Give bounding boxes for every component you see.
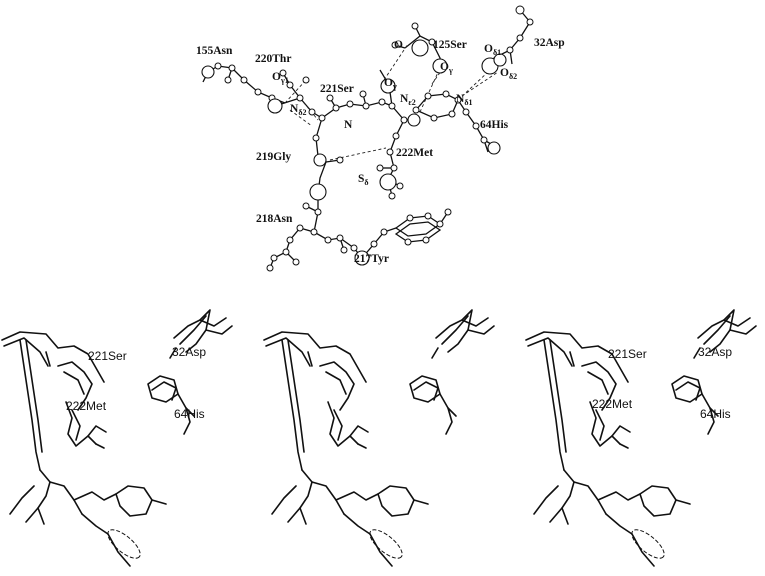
label-217tyr: 217Tyr	[354, 253, 389, 265]
atom-label-n-delta2: $N_{\delta 2}$	[290, 103, 307, 117]
label-222met: 222Met	[396, 147, 434, 159]
stereo-label-32asp: 32Asp	[172, 345, 207, 359]
label-155asn: 155Asn	[196, 45, 233, 57]
stereo-label-222met-right: 222Met	[592, 397, 633, 411]
stereo-label-222met: 222Met	[66, 399, 107, 413]
atom-label-o-gamma-125: $O_\gamma$	[440, 61, 453, 75]
stereo-panel-middle	[264, 310, 494, 566]
atom-label-s-delta: $S_\delta$	[358, 173, 369, 187]
label-219gly: 219Gly	[256, 151, 292, 163]
atom-label-n: N	[344, 119, 353, 131]
atom-label-o-gamma1: $O_{\gamma 1}$	[272, 71, 289, 85]
label-221ser: 221Ser	[320, 83, 354, 95]
stereo-label-221ser-right: 221Ser	[608, 347, 647, 361]
label-32asp: 32Asp	[534, 37, 565, 49]
stereo-label-32asp-right: 32Asp	[698, 345, 733, 359]
atom-label-o-gamma-221: $O_\gamma$	[384, 77, 397, 91]
stereo-label-64his-right: 64His	[700, 407, 731, 421]
atom-label-o-delta1: $O_{\delta 1}$	[484, 43, 502, 57]
atom-label-o: O	[394, 39, 403, 51]
ball-and-stick-diagram	[196, 6, 565, 271]
label-125ser: 125Ser	[433, 39, 467, 51]
stereo-panel-left	[2, 310, 232, 566]
atom-label-o-delta2: $O_{\delta 2}$	[500, 67, 518, 81]
atom-label-n-epsilon2: $N_{\varepsilon 2}$	[400, 93, 416, 107]
label-218asn: 218Asn	[256, 213, 293, 225]
label-220thr: 220Thr	[255, 53, 292, 65]
stereo-label-221ser: 221Ser	[88, 349, 127, 363]
atom-label-n-delta1: $N_{\delta 1}$	[456, 93, 473, 107]
label-64his: 64His	[480, 119, 509, 131]
stereo-label-64his: 64His	[174, 407, 205, 421]
stereo-panel-right	[526, 310, 756, 566]
